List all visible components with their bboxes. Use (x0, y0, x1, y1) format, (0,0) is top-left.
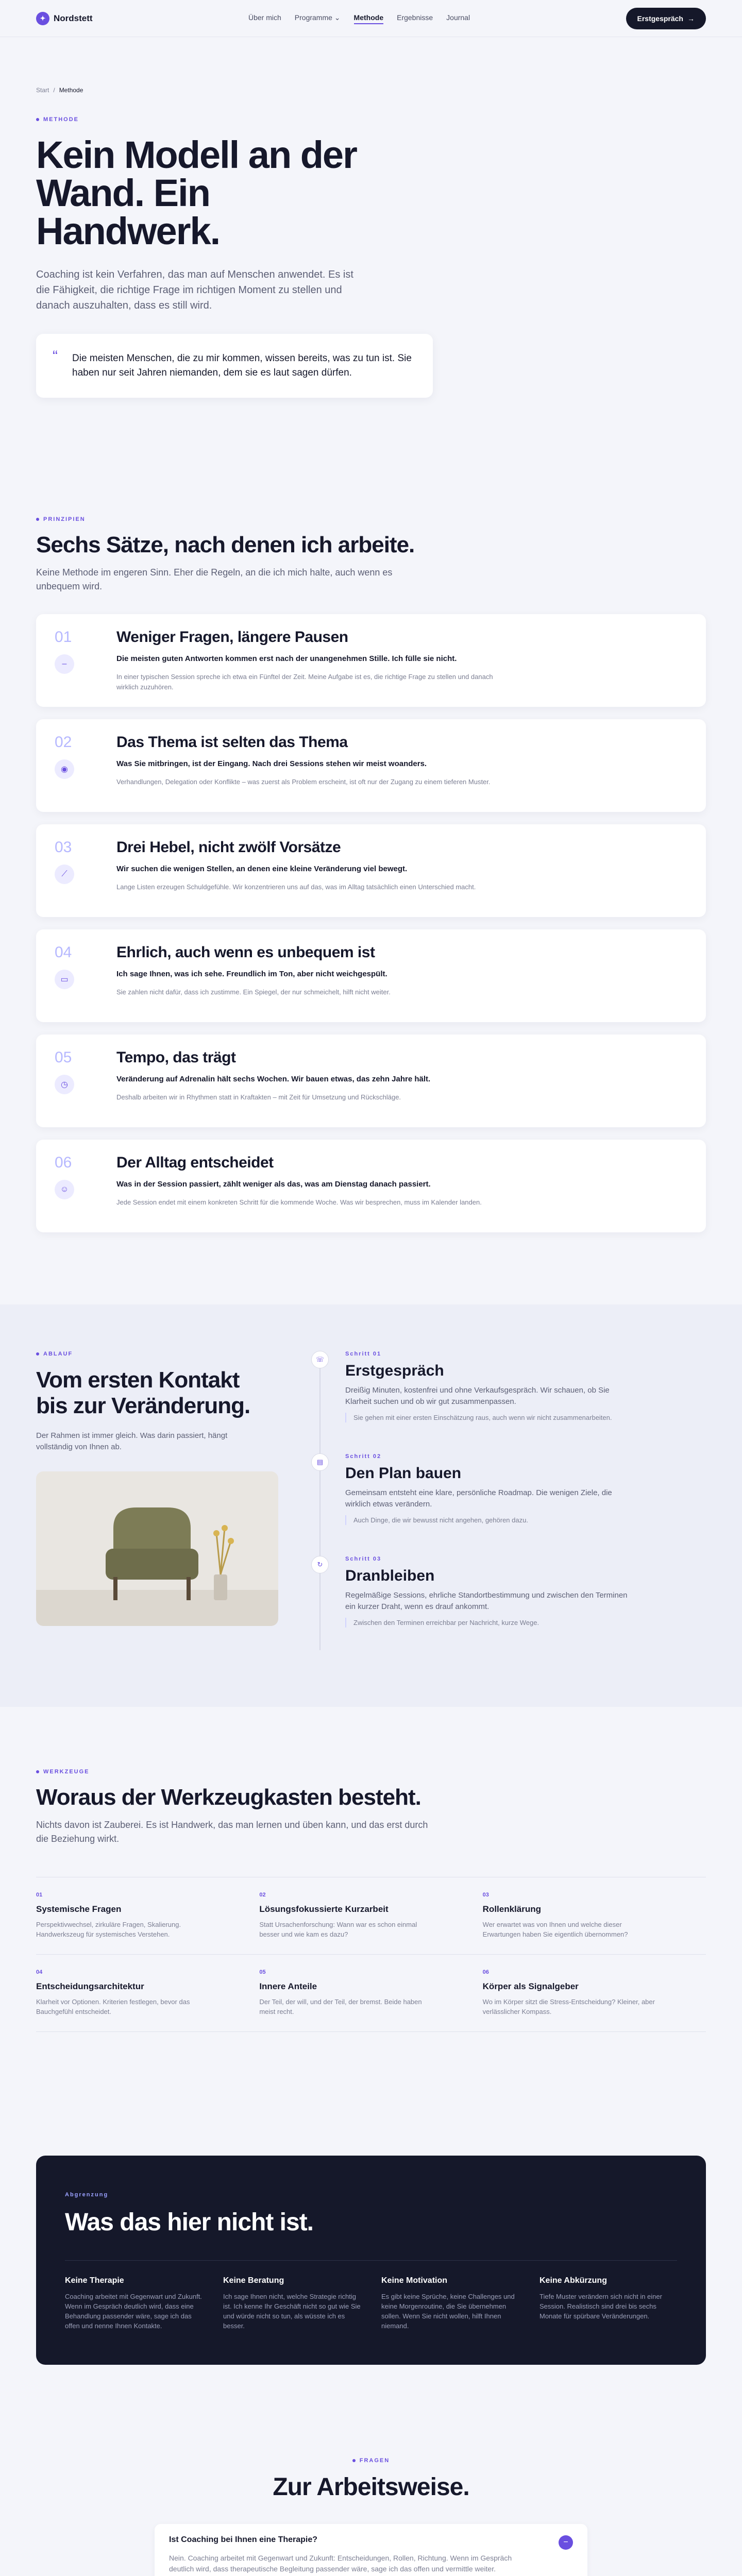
boundary-title: Keine Motivation (381, 2276, 448, 2285)
tool-title: Körper als Signalgeber (482, 1981, 579, 1991)
principle-summary: Die meisten guten Antworten kommen erst nach der unangenehmen Stille. Ich fülle sie nicht. (116, 654, 457, 663)
principle-card (36, 719, 706, 812)
boundary-description: Coaching arbeitet mit Gegenwart und Zukunft. Wenn im Gespräch deutlich wird, dass eine Behandlung passender wäre, sage ich das offen und nenne Ihnen Kontakte. (65, 2293, 202, 2330)
boundaries-eyebrow: Abgrenzung (65, 2192, 109, 2198)
principle-detail: In einer typischen Session spreche ich etwa ein Fünftel der Zeit. Meine Aufgabe ist es, die richtige Frage zu stellen und danach wirklich zuzuhören. (116, 673, 493, 691)
principle-detail: Sie zahlen nicht dafür, dass ich zustimme. Ein Spiegel, der nur schmeichelt, hilft nicht weiter. (116, 988, 391, 996)
top-navigation (0, 0, 742, 37)
boundaries-title: Was das hier nicht ist. (65, 2209, 314, 2236)
principle-number: 06 (55, 1154, 72, 1171)
hero-eyebrow: METHODE (36, 116, 706, 123)
tool-title: Entscheidungsarchitektur (36, 1981, 144, 1991)
principle-summary: Wir suchen die wenigen Stellen, an denen eine kleine Veränderung viel bewegt. (116, 865, 408, 873)
principle-number: 03 (55, 839, 72, 856)
principles-eyebrow: PRINZIPIEN (36, 516, 706, 522)
tool-item (259, 1955, 482, 2032)
faq-section (36, 2458, 706, 2576)
nav-link-journal[interactable]: Journal (446, 13, 470, 22)
nav-link-results[interactable]: Ergebnisse (397, 13, 433, 22)
brand-name: Nordstett (54, 13, 93, 23)
tool-number: 03 (482, 1892, 489, 1898)
faq-item[interactable] (155, 2524, 587, 2576)
boundary-item (381, 2276, 519, 2331)
step-note: Sie gehen mit einer ersten Einschätzung raus, auch wenn wir nicht zusammenarbeiten. (345, 1413, 634, 1422)
tool-number: 02 (259, 1892, 266, 1898)
tool-item (483, 1955, 706, 2032)
tools-section (36, 1707, 706, 2032)
boundary-item (65, 2276, 203, 2331)
boundaries-box (36, 2156, 706, 2365)
breadcrumb-separator: / (53, 87, 55, 94)
boundary-description: Es gibt keine Sprüche, keine Challenges und keine Morgenroutine, die Sie übernehmen sollen. Wenn Sie nicht wollen, hilft Ihnen niemand. (381, 2293, 515, 2330)
faq-answer: Nein. Coaching arbeitet mit Gegenwart und Zukunft: Entscheidungen, Rollen, Richtung. Wenn im Gespräch deutlich wird, dass therapeutische Begleitung passender wäre, sage ich das offen und vermittle weiter. (169, 2554, 512, 2573)
pause-icon: – (55, 654, 74, 674)
principle-detail: Verhandlungen, Delegation oder Konflikte – was zuerst als Problem erscheint, ist oft nur der Zugang zu einem tieferen Muster. (116, 778, 491, 786)
step-note: Auch Dinge, die wir bewusst nicht angehen, gehören dazu. (345, 1515, 634, 1525)
tool-item (483, 1877, 706, 1955)
faq-list (155, 2524, 587, 2576)
tool-number: 04 (36, 1969, 43, 1975)
tool-description: Wo im Körper sitzt die Stress-Entscheidung? Kleiner, aber verlässlicher Kompass. (482, 1998, 655, 2015)
principle-number: 02 (55, 734, 72, 751)
principle-card (36, 1035, 706, 1127)
hero-quote-text: Die meisten Menschen, die zu mir kommen, wissen bereits, was zu tun ist. Sie haben nur seit Jahren niemanden, dem sie es laut sagen dürfen. (72, 353, 412, 378)
principle-number: 01 (55, 629, 72, 646)
process-lead: Der Rahmen ist immer gleich. Was darin passiert, hängt vollständig von Ihnen ab. (36, 1431, 228, 1451)
step-title: Den Plan bauen (345, 1465, 462, 1482)
principles-lead: Keine Methode im engeren Sinn. Eher die Regeln, an die ich mich halte, auch wenn es unbequem wird. (36, 567, 393, 591)
principle-title: Das Thema ist selten das Thema (116, 734, 348, 751)
principle-title: Ehrlich, auch wenn es unbequem ist (116, 944, 375, 961)
step-description: Regelmäßige Sessions, ehrliche Standortbestimmung und zwischen den Terminen ein kurzer Draht, wenn es drauf ankommt. (345, 1591, 628, 1611)
minus-icon[interactable]: − (559, 2535, 573, 2550)
step-label: Schritt 01 (345, 1351, 382, 1357)
tool-number: 06 (482, 1969, 489, 1975)
step-label: Schritt 02 (345, 1453, 382, 1460)
principles-list (36, 614, 706, 1232)
process-step (317, 1556, 706, 1628)
step-note: Zwischen den Terminen erreichbar per Nachricht, kurze Wege. (345, 1618, 634, 1628)
process-title: Vom ersten Kontakt bis zur Veränderung. (36, 1367, 250, 1418)
faq-eyebrow: FRAGEN (36, 2458, 706, 2464)
arrow-right-icon: → (687, 14, 695, 23)
faq-question: Ist Coaching bei Ihnen eine Therapie? (169, 2535, 318, 2544)
process-step (316, 1453, 706, 1525)
boundary-title: Keine Therapie (65, 2276, 124, 2285)
boundary-description: Tiefe Muster verändern sich nicht in einer Session. Realistisch sind drei bis sechs Monate für spürbare Veränderungen. (539, 2293, 662, 2320)
nav-cta-label: Erstgespräch (637, 14, 683, 23)
hero-section (36, 87, 706, 398)
tool-description: Perspektivwechsel, zirkuläre Fragen, Skalierung. Handwerkszeug für systemisches Verstehen. (36, 1921, 181, 1938)
tool-item (259, 1877, 482, 1955)
boundary-title: Keine Beratung (223, 2276, 284, 2285)
principle-card (36, 824, 706, 917)
map-icon: ▤ (311, 1453, 329, 1471)
process-step (315, 1351, 706, 1422)
principle-detail: Deshalb arbeiten wir in Rhythmen statt in Kraftakten – mit Zeit für Umsetzung und Rückschläge. (116, 1093, 401, 1101)
principle-card (36, 1140, 706, 1232)
process-steps (315, 1351, 706, 1650)
principle-detail: Lange Listen erzeugen Schuldgefühle. Wir konzentrieren uns auf das, was im Alltag tatsächlich einen Unterschied macht. (116, 883, 476, 891)
step-description: Gemeinsam entsteht eine klare, persönliche Roadmap. Die wenigen Ziele, die wirklich etwas verändern. (345, 1488, 612, 1509)
tool-item (36, 1955, 259, 2032)
tool-title: Systemische Fragen (36, 1904, 122, 1914)
logo-mark-icon: ✦ (36, 12, 49, 25)
nav-cta-button[interactable] (626, 8, 706, 29)
principle-detail: Jede Session endet mit einem konkreten Schritt für die kommende Woche. Was wir besprechen, muss im Kalender landen. (116, 1198, 482, 1206)
phone-icon: ☏ (311, 1351, 329, 1368)
step-title: Dranbleiben (345, 1567, 435, 1584)
quote-icon: “ (53, 348, 58, 365)
tool-item (36, 1877, 259, 1955)
principle-title: Drei Hebel, nicht zwölf Vorsätze (116, 839, 341, 856)
faq-title: Zur Arbeitsweise. (273, 2473, 469, 2501)
principle-title: Weniger Fragen, längere Pausen (116, 629, 348, 646)
step-label: Schritt 03 (345, 1556, 382, 1562)
principle-summary: Was Sie mitbringen, ist der Eingang. Nach drei Sessions stehen wir meist woanders. (116, 759, 427, 768)
person-icon: ☺ (55, 1180, 74, 1199)
boundary-description: Ich sage Ihnen nicht, welche Strategie richtig ist. Ich kenne Ihr Geschäft nicht so gut wie Sie und würde nicht so tun, als wüsste ich es besser. (223, 2293, 361, 2330)
clock-icon: ◷ (55, 1075, 74, 1094)
armchair-photo (36, 1471, 278, 1626)
principle-number: 05 (55, 1049, 72, 1066)
step-description: Dreißig Minuten, kostenfrei und ohne Verkaufsgespräch. Wir schauen, ob Sie Klarheit suchen und ob wir gut zusammenpassen. (345, 1386, 610, 1406)
tools-lead: Nichts davon ist Zauberei. Es ist Handwerk, das man lernen und üben kann, und das erst durch die Beziehung wirkt. (36, 1820, 428, 1844)
tool-title: Lösungsfokussierte Kurzarbeit (259, 1904, 389, 1914)
breadcrumb (36, 87, 706, 94)
page-title: Kein Modell an der Wand. Ein Handwerk. (36, 133, 357, 252)
tools-eyebrow: WERKZEUGE (36, 1769, 706, 1775)
step-title: Erstgespräch (345, 1362, 444, 1379)
principle-card (36, 929, 706, 1022)
boundary-item (223, 2276, 361, 2331)
principle-title: Tempo, das trägt (116, 1049, 236, 1066)
principles-section (36, 516, 706, 1232)
nav-link-programs[interactable]: Programme ⌄ (294, 13, 341, 22)
refresh-icon: ↻ (311, 1556, 329, 1573)
nav-link-method[interactable]: Methode (354, 13, 384, 24)
nav-link-about[interactable]: Über mich (248, 13, 281, 22)
target-icon: ◉ (55, 759, 74, 779)
principle-number: 04 (55, 944, 72, 961)
tool-description: Klarheit vor Optionen. Kriterien festlegen, bevor das Bauchgefühl entscheidet. (36, 1998, 190, 2015)
tool-title: Rollenklärung (482, 1904, 542, 1914)
boundary-title: Keine Abkürzung (539, 2276, 607, 2285)
hero-quote-card (36, 334, 433, 398)
principles-title: Sechs Sätze, nach denen ich arbeite. (36, 532, 415, 557)
principle-summary: Veränderung auf Adrenalin hält sechs Wochen. Wir bauen etwas, das zehn Jahre hält. (116, 1075, 431, 1083)
breadcrumb-home[interactable]: Start (36, 87, 49, 94)
boundaries-section (36, 2156, 706, 2365)
lever-icon: ⟋ (55, 865, 74, 884)
tool-description: Statt Ursachenforschung: Wann war es schon einmal besser und wie kam es dazu? (259, 1921, 417, 1938)
tool-number: 01 (36, 1892, 43, 1898)
principle-summary: Was in der Session passiert, zählt weniger als das, was am Dienstag danach passiert. (116, 1180, 431, 1189)
boundary-item (539, 2276, 677, 2331)
chat-icon: ▭ (55, 970, 74, 989)
principle-title: Der Alltag entscheidet (116, 1154, 274, 1171)
tool-title: Innere Anteile (259, 1981, 317, 1991)
nav-links (248, 13, 470, 24)
hero-lead: Coaching ist kein Verfahren, das man auf Menschen anwendet. Es ist die Fähigkeit, die richtige Frage im richtigen Moment zu stellen und danach auszuhalten, dass es still wird. (36, 269, 353, 311)
brand-logo[interactable] (36, 12, 93, 25)
breadcrumb-current: Methode (59, 87, 83, 94)
principle-summary: Ich sage Ihnen, was ich sehe. Freundlich im Ton, aber nicht weichgespült. (116, 970, 387, 978)
tool-description: Wer erwartet was von Ihnen und welche dieser Erwartungen haben Sie eigentlich übernommen? (482, 1921, 628, 1938)
tool-number: 05 (259, 1969, 266, 1975)
tool-description: Der Teil, der will, und der Teil, der bremst. Beide haben meist recht. (259, 1998, 422, 2015)
tools-title: Woraus der Werkzeugkasten besteht. (36, 1785, 421, 1810)
tools-grid (36, 1877, 706, 2032)
principle-card (36, 614, 706, 707)
process-section (0, 1304, 742, 1707)
process-eyebrow: ABLAUF (36, 1351, 273, 1357)
